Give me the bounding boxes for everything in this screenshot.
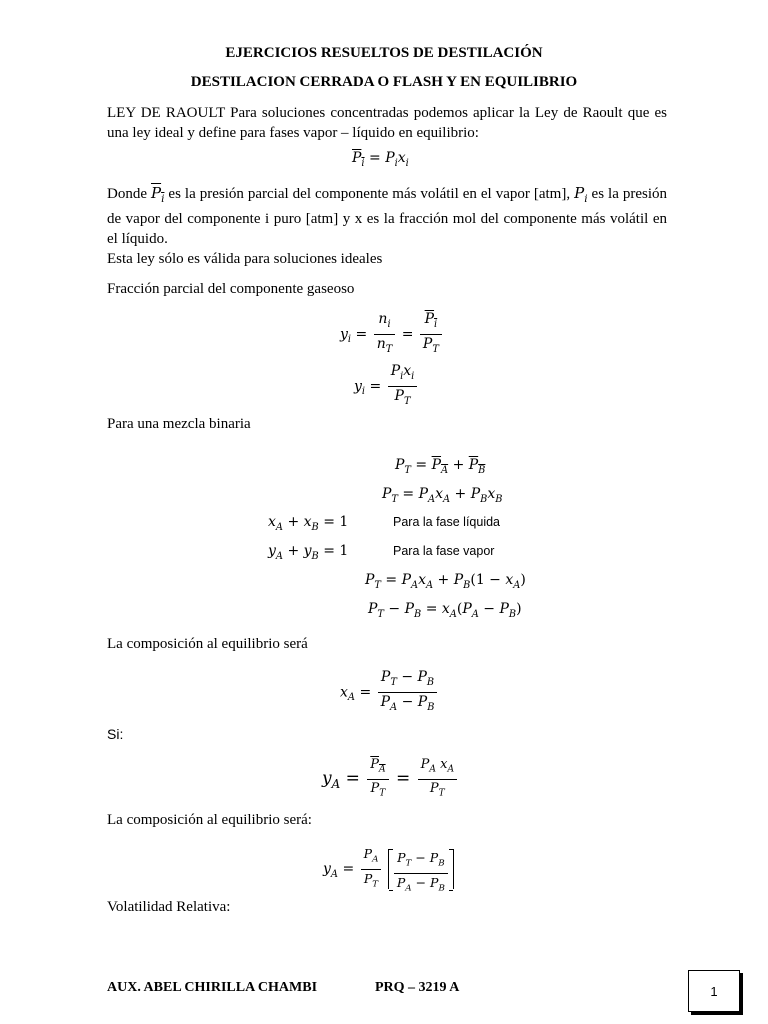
total-pressure-equation: $P_T = P_A + P_B$ [395,457,486,476]
vapor-pressure-symbol: $P_i$ [574,184,588,205]
mole-fraction-equation-1: $y_i$ = $\frac{n_i}{n_T}$ = $\frac{P_i}{P_T}$ [340,310,444,359]
total-pressure-substituted-equation: $P_T = P_Ax_A + P_B(1 - x_A)$ [365,572,526,591]
volatilidad-label: Volatilidad Relativa: [107,899,231,915]
partial-pressure-symbol: $P_i$ [150,184,165,205]
vapor-composition-equation: $y_A$ = $\frac{P_A}{P_T}$ = $\frac{P_A x_A}{P_T}$ [322,756,459,802]
mole-fraction-equation-2: $y_i$ = $\frac{P_ix_i}{P_T}$ [354,362,419,411]
footer-course: PRQ – 3219 A [375,980,460,995]
total-pressure-raoult-equation: $P_T = P_Ax_A + P_Bx_B$ [382,486,503,505]
si-label: Si: [107,726,124,742]
composicion-label-1: La composición al equilibrio será [107,636,308,652]
ideal-note: Esta ley sólo es válida para soluciones ideales [107,251,383,267]
donde-text-c: es la presión de vapor del componente i puro [atm] y x es la fracción mol del componente más volátil en el líquido. [107,186,667,247]
footer-author: AUX. ABEL CHIRILLA CHAMBI [107,980,318,995]
fraccion-parcial-label: Fracción parcial del componente gaseoso [107,281,355,297]
vapor-sum-equation: $y_A + y_B = 1$ [268,543,349,562]
document-subtitle: DESTILACION CERRADA O FLASH Y EN EQUILIBRIO [190,74,578,90]
raoult-law-equation: $P_i = P_ix_i$ [352,150,409,169]
fase-vapor-label: Para la fase vapor [393,544,495,558]
donde-text-a: Donde [107,186,151,202]
pressure-difference-equation: $P_T - P_B = x_A(P_A - P_B)$ [368,601,522,620]
donde-text-b: es la presión parcial del componente más volátil en el vapor [atm], [164,186,575,202]
page-number: 1 [710,983,718,999]
liquid-sum-equation: $x_A + x_B = 1$ [268,514,349,533]
document-title: EJERCICIOS RESUELTOS DE DESTILACIÓN [225,45,543,61]
raoult-intro-paragraph: LEY DE RAOULT Para soluciones concentradas podemos aplicar la Ley de Raoult que es una ley ideal y define para fases vapor – líquido en equilibrio: [107,105,667,141]
mezcla-binaria-label: Para una mezcla binaria [107,416,251,432]
donde-paragraph [107,183,667,249]
vapor-composition-expanded-equation: $y_A$ = $\frac{P_A}{P_T}$ $\frac{P_T - P_B}{P_A - P_B}$ [323,845,454,893]
liquid-composition-equation: $x_A$ = $\frac{P_T - P_B}{P_A - P_B}$ [340,668,439,717]
page-number-box [688,970,740,1012]
fase-liquida-label: Para la fase líquida [393,515,501,529]
bracket: $\frac{P_T - P_B}{P_A - P_B}$ [388,849,454,889]
composicion-label-2: La composición al equilibrio será: [107,812,312,828]
